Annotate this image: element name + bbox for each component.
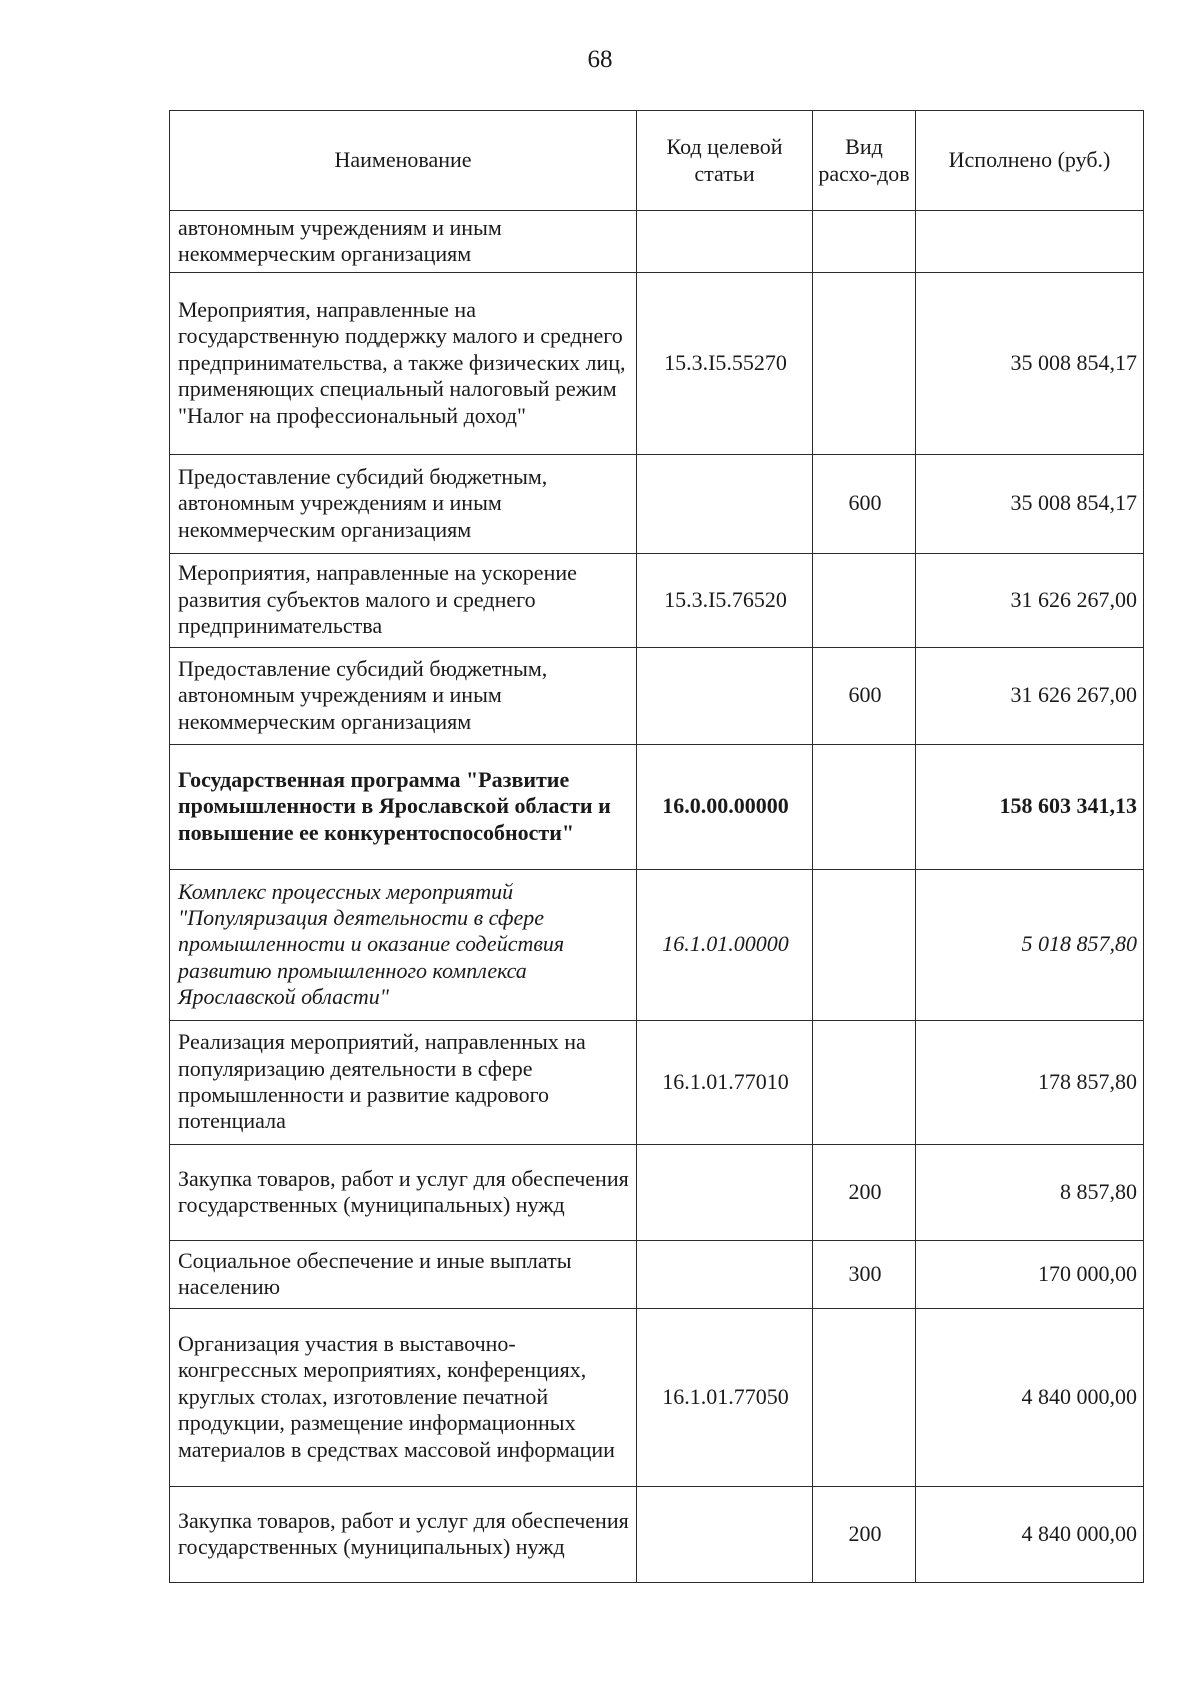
cell-code: 16.1.01.77050 <box>637 1309 813 1487</box>
table-row <box>170 745 1144 870</box>
cell-sum: 158 603 341,13 <box>916 745 1144 870</box>
cell-sum: 4 840 000,00 <box>916 1309 1144 1487</box>
cell-code: 15.3.I5.55270 <box>637 273 813 455</box>
cell-name: Предоставление субсидий бюджетным, автономным учреждениям и иным некоммерческим организациям <box>170 455 637 554</box>
cell-code <box>637 648 813 745</box>
cell-name: Предоставление субсидий бюджетным, автономным учреждениям и иным некоммерческим организациям <box>170 648 637 745</box>
cell-type: 600 <box>813 648 916 745</box>
table-row <box>170 1145 1144 1241</box>
header-code: Код целевой статьи <box>637 111 813 211</box>
cell-code: 16.0.00.00000 <box>637 745 813 870</box>
table-body <box>170 211 1144 1583</box>
cell-name: Социальное обеспечение и иные выплаты населению <box>170 1241 637 1309</box>
cell-code <box>637 1487 813 1583</box>
budget-table <box>169 110 1144 1583</box>
cell-sum <box>916 211 1144 273</box>
cell-code <box>637 455 813 554</box>
cell-name: Реализация мероприятий, направленных на популяризацию деятельности в сфере промышленности и развитие кадрового потенциала <box>170 1021 637 1145</box>
table-row <box>170 648 1144 745</box>
table-row <box>170 1309 1144 1487</box>
cell-type: 600 <box>813 455 916 554</box>
header-type: Вид расхо-дов <box>813 111 916 211</box>
cell-sum: 178 857,80 <box>916 1021 1144 1145</box>
cell-sum: 5 018 857,80 <box>916 870 1144 1021</box>
table-row <box>170 455 1144 554</box>
table-row <box>170 1241 1144 1309</box>
cell-name: Комплекс процессных мероприятий "Популяризация деятельности в сфере промышленности и оказание содействия развитию промышленного комплекса Ярославской области" <box>170 870 637 1021</box>
header-name: Наименование <box>170 111 637 211</box>
cell-type: 200 <box>813 1487 916 1583</box>
cell-name: Организация участия в выставочно-конгрессных мероприятиях, конференциях, круглых столах, изготовление печатной продукции, размещение информационных материалов в средствах массовой информации <box>170 1309 637 1487</box>
cell-sum: 8 857,80 <box>916 1145 1144 1241</box>
page-number: 68 <box>587 46 613 73</box>
cell-type <box>813 745 916 870</box>
table-row <box>170 1021 1144 1145</box>
cell-type <box>813 870 916 1021</box>
cell-code <box>637 1241 813 1309</box>
cell-name: Мероприятия, направленные на государственную поддержку малого и среднего предпринимательства, а также физических лиц, применяющих специальный налоговый режим "Налог на профессиональный доход" <box>170 273 637 455</box>
cell-type <box>813 273 916 455</box>
cell-code: 16.1.01.00000 <box>637 870 813 1021</box>
cell-sum: 35 008 854,17 <box>916 455 1144 554</box>
table-row <box>170 554 1144 648</box>
cell-sum: 170 000,00 <box>916 1241 1144 1309</box>
cell-type <box>813 1021 916 1145</box>
cell-type <box>813 554 916 648</box>
table-row <box>170 211 1144 273</box>
cell-sum: 31 626 267,00 <box>916 554 1144 648</box>
cell-code <box>637 1145 813 1241</box>
cell-name: Закупка товаров, работ и услуг для обеспечения государственных (муниципальных) нужд <box>170 1487 637 1583</box>
cell-code: 15.3.I5.76520 <box>637 554 813 648</box>
header-sum: Исполнено (руб.) <box>916 111 1144 211</box>
table-row <box>170 1487 1144 1583</box>
header-row <box>170 111 1144 211</box>
table-row <box>170 273 1144 455</box>
cell-sum: 4 840 000,00 <box>916 1487 1144 1583</box>
cell-name: автономным учреждениям и иным некоммерческим организациям <box>170 211 637 273</box>
table-row <box>170 870 1144 1021</box>
table-header <box>170 111 1144 211</box>
cell-name: Мероприятия, направленные на ускорение развития субъектов малого и среднего предпринимательства <box>170 554 637 648</box>
cell-type <box>813 1309 916 1487</box>
cell-name: Государственная программа "Развитие промышленности в Ярославской области и повышение ее конкурентоспособности" <box>170 745 637 870</box>
cell-type <box>813 211 916 273</box>
cell-type: 300 <box>813 1241 916 1309</box>
cell-code <box>637 211 813 273</box>
cell-code: 16.1.01.77010 <box>637 1021 813 1145</box>
cell-sum: 31 626 267,00 <box>916 648 1144 745</box>
cell-name: Закупка товаров, работ и услуг для обеспечения государственных (муниципальных) нужд <box>170 1145 637 1241</box>
cell-type: 200 <box>813 1145 916 1241</box>
cell-sum: 35 008 854,17 <box>916 273 1144 455</box>
